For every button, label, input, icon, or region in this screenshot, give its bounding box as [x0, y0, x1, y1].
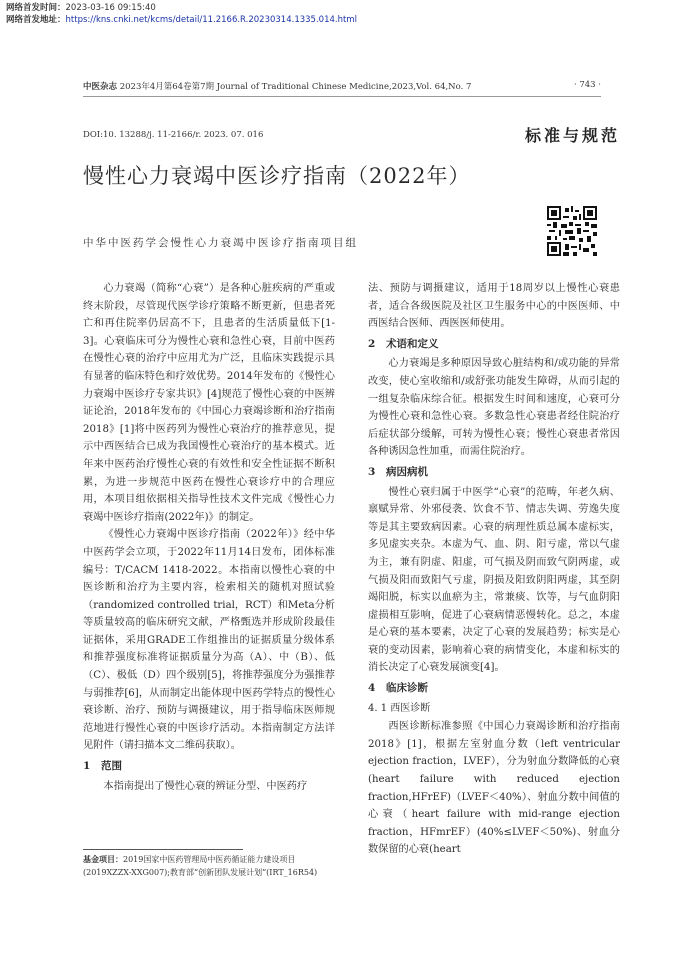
article-title: 慢性心力衰竭中医诊疗指南（2022年） [83, 164, 471, 188]
section-title: 病因病机 [386, 465, 428, 478]
section-heading-diagnosis [368, 680, 620, 698]
qr-code-icon[interactable] [547, 206, 597, 256]
funding-text: 2019国家中医药管理局中医药循证能力建设项目(2019XZZX-XXG007);教育部“创新团队发展计划”(IRT_16R54) [83, 855, 318, 877]
subsection-title: 西医诊断 [390, 702, 431, 714]
funding-label: 基金项目： [83, 854, 123, 864]
author-group: 中华中医药学会慢性心力衰竭中医诊疗指南项目组 [83, 237, 358, 249]
etiology-paragraph: 慢性心衰归属于中医学“心衰”的范畴，年老久病、禀赋异常、外邪侵袭、饮食不节、情志失调、劳逸失度等是其主要致病因素。心衰的病理性质总属本虚标实，多见虚实夹杂。本虚为气、血、阴、阳亏虚，常以气虚为主，兼有阴虚、阳虚，可气损及阴而致气阴两虚，或气损及阳而致阳气亏虚，阴损及阳致阴阳两虚，其至阴竭阳脱，标实以血瘀为主，常兼痰、饮等，与气血阴阳虚损相互影响，促进了心衰病情恶慢转化。总之，本虚是心衰的基本要素，决定了心衰的发展趋势；标实是心衰的变动因素，影响着心衰的病情变化，本虚和标实的消长决定了心衰发展演变[4]。 [368, 486, 620, 674]
page-number: · 743 · [573, 80, 601, 90]
intro-paragraph-2: 《慢性心力衰竭中医诊疗指南（2022年）》经中华中医药学会立项，于2022年11月14日发布，团体标准编号：T/CACM 1418-2022。本指南以慢性心衰的中医诊断和治疗为主要内容，检索相关的随机对照试验（randomized controlled trial，RCT）和Meta分析等质量较高的临床研究文献，严格甄选并形成阶段最佳证据体，采用GRADE工作组推出的证据质量分级体系和推荐强度标准将证据质量分为高（A）、中（B）、低（C）、极低（D）四个级别[5]，将推荐强度分为强推荐与弱推荐[6]，从而制定出能体现中医药学特点的慢性心衰诊断、治疗、预防与调摄建议，用于指导临床医师规范地进行慢性心衰的中医诊疗活动。本指南制定方法详见附件（请扫描本文二维码获取）。 [83, 529, 335, 752]
online-first-address-link[interactable]: https://kns.cnki.net/kcms/detail/11.2166.R.20230314.1335.014.html [65, 15, 357, 25]
online-first-time-label: 网络首发时间： [6, 3, 66, 13]
scope-paragraph-continued: 法、预防与调摄建议，适用于18周岁以上慢性心衰患者，适合各级医院及社区卫生服务中心的中医医师、中西医结合医师、西医医师使用。 [368, 283, 620, 330]
section-number: 1 [83, 760, 91, 773]
section-heading-etiology [368, 464, 620, 482]
section-number: 4 [368, 682, 376, 695]
funding-note [83, 853, 343, 879]
section-title: 范围 [101, 760, 122, 773]
terms-paragraph: 心力衰竭是多种原因导致心脏结构和/或功能的异常改变，使心室收缩和/或舒张功能发生障碍，从而引起的一组复杂临床综合征。根据发生时间和速度，心衰可分为慢性心衰和急性心衰。多数急性心衰患者经住院治疗后症状部分缓解，可转为慢性心衰；慢性心衰患者常因各种诱因急性加重，而需住院治疗。 [368, 358, 620, 458]
western-diagnosis-paragraph: 西医诊断标准参照《中国心力衰竭诊断和治疗指南2018》[1]，根据左室射血分数（left ventricular ejection fraction，LVEF），分为射血分数降低的心衰(heart failure with reduced ejection fraction,HFrEF)（LVEF＜40%）、射血分数中间值的心衰（heart failure with mid-range ejection fraction，HFmrEF）(40%≤LVEF＜50%)、射血分数保留的心衰(heart [368, 721, 620, 856]
journal-name: 中医杂志 [83, 82, 118, 92]
online-first-meta [6, 2, 357, 26]
issue-info: 2023年4月第64卷第7期 Journal of Traditional Chinese Medicine,2023,Vol. 64,No. 7 [119, 82, 472, 92]
header-rule [83, 96, 601, 97]
left-column [83, 280, 335, 795]
section-title: 术语和定义 [386, 337, 439, 350]
online-first-address-label: 网络首发地址： [6, 15, 66, 25]
footnote-rule [83, 849, 243, 850]
right-column [368, 280, 620, 859]
subsection-number: 4. 1 [368, 702, 388, 714]
scope-paragraph: 本指南提出了慢性心衰的辨证分型、中医药疗 [103, 780, 308, 792]
running-head [83, 80, 601, 92]
subsection-heading-western [368, 700, 620, 718]
column-tag: 标准与规范 [525, 126, 621, 145]
doi: DOI:10. 13288/j. 11-2166/r. 2023. 07. 016 [83, 130, 264, 140]
section-number: 3 [368, 465, 376, 478]
intro-paragraph-1: 心力衰竭（简称“心衰”）是各种心脏疾病的严重或终末阶段，尽管现代医学诊疗策略不断更新，但患者死亡和再住院率仍居高不下，且患者的生活质量低下[1-3]。心衰临床可分为慢性心衰和急性心衰，目前中医药在慢性心衰的治疗中应用尤为广泛，且临床实践提示具有显著的临床特色和疗效优势。2014年发布的《慢性心力衰竭中医诊疗专家共识》[4]规范了慢性心衰的中医辨证论治，2018年发布的《中国心力衰竭诊断和治疗指南2018》[1]将中医药列为慢性心衰治疗的推荐意见，提示中西医结合已成为我国慢性心衰治疗的基本模式。近年来中医药治疗慢性心衰的有效性和安全性证据不断积累，为进一步规范中医药在慢性心衰诊疗中的合理应用，本项目组依据相关指导性技术文件完成《慢性心力衰竭中医诊疗指南(2022年)》的制定。 [83, 283, 335, 523]
section-heading-scope [83, 758, 335, 776]
section-number: 2 [368, 337, 376, 350]
section-heading-terms [368, 336, 620, 354]
online-first-time-value: 2023-03-16 09:15:40 [65, 3, 156, 13]
section-title: 临床诊断 [386, 682, 428, 695]
